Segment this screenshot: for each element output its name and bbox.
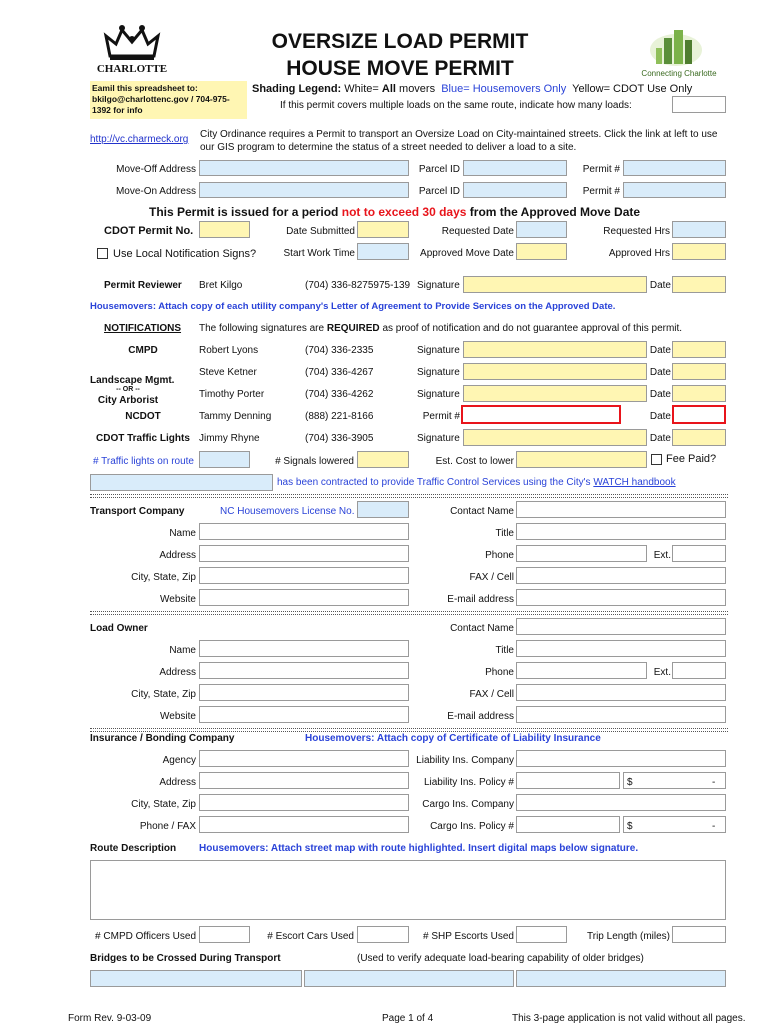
cdot-permit-input[interactable]	[199, 221, 250, 238]
parcel-id-input-1[interactable]	[463, 160, 567, 176]
notif-date-input[interactable]	[672, 385, 726, 402]
insurance-heading: Insurance / Bonding Company	[90, 733, 235, 744]
notif-name: Timothy Porter	[199, 389, 265, 400]
fee-paid-checkbox[interactable]	[651, 454, 662, 465]
parcel-id-label-2: Parcel ID	[418, 186, 460, 197]
notif-phone: (704) 336-4262	[305, 389, 374, 400]
escort-cars-label: # Escort Cars Used	[267, 931, 354, 942]
owner-email-input[interactable]	[516, 706, 726, 723]
notif-sig-input[interactable]	[463, 385, 647, 402]
approved-hrs-input[interactable]	[672, 243, 726, 260]
title-line-2: HOUSE MOVE PERMIT	[286, 57, 514, 80]
approved-hrs-label: Approved Hrs	[608, 248, 670, 259]
route-heading: Route Description	[90, 843, 177, 854]
form-revision: Form Rev. 9-03-09	[68, 1013, 152, 1024]
owner-address-input[interactable]	[199, 662, 409, 679]
insurance-note: Housemovers: Attach copy of Certificate of Liability Insurance	[305, 733, 601, 744]
landscape-label: Landscape Mgmt.	[90, 375, 175, 386]
permit-input-2[interactable]	[623, 182, 726, 198]
transport-title-input[interactable]	[516, 523, 726, 540]
transport-website-label: Website	[160, 594, 196, 605]
cargo-amount-input[interactable]	[623, 816, 726, 833]
multiple-loads-label: If this permit covers multiple loads on the same route, indicate how many loads:	[280, 100, 632, 111]
liability-company-label: Liability Ins. Company	[416, 755, 514, 766]
transport-fax-label: FAX / Cell	[469, 572, 514, 583]
cdot-permit-label: CDOT Permit No.	[104, 225, 194, 237]
notif-agency-cmpd: CMPD	[128, 345, 158, 356]
permit-label-2: Permit #	[582, 186, 620, 197]
gis-link[interactable]: http://vc.charmeck.org	[90, 134, 189, 145]
transport-contact-input[interactable]	[516, 501, 726, 518]
notif-sig-label: Signature	[417, 345, 460, 356]
bridge-input-1[interactable]	[90, 970, 302, 987]
notif-phone: (704) 336-4267	[305, 367, 374, 378]
cost-input[interactable]	[516, 451, 647, 468]
notif-date-label: Date	[649, 433, 671, 444]
notif-date-input[interactable]	[672, 429, 726, 446]
transport-phone-input[interactable]	[516, 545, 647, 562]
notif-agency-ncdot: NCDOT	[125, 411, 161, 422]
permit-label-1: Permit #	[582, 164, 620, 175]
ncdot-date-input[interactable]	[672, 405, 726, 424]
transport-email-label: E-mail address	[447, 594, 514, 605]
ins-address-label: Address	[159, 777, 196, 788]
owner-city-input[interactable]	[199, 684, 409, 701]
ncdot-permit-label: Permit #	[422, 411, 460, 422]
fee-paid-label: Fee Paid?	[666, 453, 717, 465]
local-signs-label: Use Local Notification Signs?	[113, 248, 257, 260]
shp-escorts-input[interactable]	[516, 926, 567, 943]
cargo-dollar: $	[627, 821, 633, 832]
liability-policy-input[interactable]	[516, 772, 620, 789]
approved-date-label: Approved Move Date	[420, 248, 514, 259]
move-off-label: Move-Off Address	[116, 164, 196, 175]
move-on-label: Move-On Address	[115, 186, 196, 197]
ins-city-input[interactable]	[199, 794, 409, 811]
requested-date-label: Requested Date	[441, 226, 514, 237]
cargo-policy-label: Cargo Ins. Policy #	[430, 821, 514, 832]
transport-city-label: City, State, Zip	[131, 572, 196, 583]
cargo-dash: -	[712, 821, 716, 832]
approved-date-input[interactable]	[516, 243, 567, 260]
transport-contact-label: Contact Name	[450, 506, 514, 517]
notifications-text: The following signatures are REQUIRED as proof of notification and do not guarantee approval of this permit.	[199, 323, 683, 334]
owner-name-label: Name	[169, 645, 196, 656]
owner-website-input[interactable]	[199, 706, 409, 723]
notif-phone: (888) 221-8166	[305, 411, 374, 422]
ins-phone-label: Phone / FAX	[139, 821, 196, 832]
arborist-label: City Arborist	[97, 395, 159, 406]
start-time-label: Start Work Time	[283, 248, 355, 259]
owner-address-label: Address	[159, 667, 196, 678]
divider	[90, 611, 728, 612]
owner-ext-label: Ext.	[653, 667, 671, 678]
landscape-or: -- OR --	[116, 386, 140, 393]
notif-sig-label: Signature	[417, 433, 460, 444]
notif-sig-input[interactable]	[463, 341, 647, 358]
requested-hrs-label: Requested Hrs	[603, 226, 670, 237]
multiple-loads-input[interactable]	[672, 96, 726, 113]
owner-ext-input[interactable]	[672, 662, 726, 679]
crown-icon	[92, 22, 172, 62]
owner-contact-label: Contact Name	[450, 623, 514, 634]
cmpd-officers-input[interactable]	[199, 926, 250, 943]
transport-phone-label: Phone	[485, 550, 514, 561]
date-submitted-input[interactable]	[357, 221, 409, 238]
transport-title-label: Title	[495, 528, 514, 539]
notif-date-label: Date	[649, 345, 671, 356]
skyline-icon	[636, 26, 722, 66]
divider	[90, 731, 728, 732]
liability-dollar: $	[627, 777, 633, 788]
parcel-id-input-2[interactable]	[463, 182, 567, 198]
notif-name: Jimmy Rhyne	[199, 433, 260, 444]
period-statement: This Permit is issued for a period not to exceed 30 days from the Approved Move Date	[149, 205, 641, 219]
start-time-input[interactable]	[357, 243, 409, 260]
reviewer-signature-label: Signature	[417, 280, 460, 291]
liability-company-input[interactable]	[516, 750, 726, 767]
cargo-company-input[interactable]	[516, 794, 726, 811]
notif-sig-input[interactable]	[463, 429, 647, 446]
connecting-charlotte-logo	[636, 26, 722, 78]
bridges-heading: Bridges to be Crossed During Transport	[90, 953, 281, 964]
reviewer-name: Bret Kilgo	[199, 280, 243, 291]
license-label: NC Housemovers License No.	[220, 506, 355, 517]
trip-length-input[interactable]	[672, 926, 726, 943]
contract-text: has been contracted to provide Traffic Control Services using the City's WATCH handbook	[277, 477, 676, 488]
permit-input-1[interactable]	[623, 160, 726, 176]
signals-lowered-label: # Signals lowered	[275, 456, 354, 467]
notif-date-label: Date	[649, 367, 671, 378]
bridges-note: (Used to verify adequate load-bearing capability of older bridges)	[357, 953, 644, 964]
notif-phone: (704) 336-2335	[305, 345, 374, 356]
liability-amount-input[interactable]	[623, 772, 726, 789]
liability-policy-label: Liability Ins. Policy #	[423, 777, 514, 788]
notif-phone: (704) 336-3905	[305, 433, 374, 444]
notif-date-label: Date	[649, 389, 671, 400]
notif-name: Tammy Denning	[199, 411, 272, 422]
owner-fax-input[interactable]	[516, 684, 726, 701]
validity-note: This 3-page application is not valid without all pages.	[512, 1013, 746, 1024]
agency-label: Agency	[162, 755, 196, 766]
utility-note: Housemovers: Attach copy of each utility company's Letter of Agreement to Provide Services on the Approved Date.	[90, 301, 616, 312]
move-on-input[interactable]	[199, 182, 409, 198]
owner-phone-label: Phone	[485, 667, 514, 678]
cmpd-officers-label: # CMPD Officers Used	[95, 931, 196, 942]
notif-sig-label: Signature	[417, 389, 460, 400]
owner-phone-input[interactable]	[516, 662, 647, 679]
bridge-input-2[interactable]	[304, 970, 514, 987]
transport-heading: Transport Company	[90, 506, 185, 517]
title-line-1: OVERSIZE LOAD PERMIT	[271, 30, 529, 53]
transport-name-label: Name	[169, 528, 196, 539]
transport-city-input[interactable]	[199, 567, 409, 584]
reviewer-date-input[interactable]	[672, 276, 726, 293]
notif-sig-label: Signature	[417, 367, 460, 378]
owner-heading: Load Owner	[90, 623, 148, 634]
transport-address-input[interactable]	[199, 545, 409, 562]
traffic-lights-input[interactable]	[199, 451, 250, 468]
ncdot-permit-input[interactable]	[461, 405, 621, 424]
charlotte-logo	[92, 22, 172, 78]
owner-title-label: Title	[495, 645, 514, 656]
charlotte-wordmark: CHARLOTTE	[96, 63, 168, 75]
move-off-input[interactable]	[199, 160, 409, 176]
liability-dash: -	[712, 777, 716, 788]
transport-fax-input[interactable]	[516, 567, 726, 584]
shp-escorts-label: # SHP Escorts Used	[423, 931, 514, 942]
transport-ext-input[interactable]	[672, 545, 726, 562]
cargo-policy-input[interactable]	[516, 816, 620, 833]
cargo-company-label: Cargo Ins. Company	[422, 799, 514, 810]
owner-name-input[interactable]	[199, 640, 409, 657]
escort-cars-input[interactable]	[357, 926, 409, 943]
notif-name: Robert Lyons	[199, 345, 259, 356]
email-note: Eamil this spreadsheet to: bkilgo@charlottenc.gov / 704-975-1392 for info	[92, 83, 230, 115]
divider	[90, 497, 728, 498]
agency-input[interactable]	[199, 750, 409, 767]
transport-website-input[interactable]	[199, 589, 409, 606]
owner-website-label: Website	[160, 711, 196, 722]
connecting-charlotte-text: Connecting Charlotte	[641, 69, 717, 78]
divider	[90, 614, 728, 615]
owner-title-input[interactable]	[516, 640, 726, 657]
notifications-label: NOTIFICATIONS	[104, 323, 182, 334]
notif-sig-input[interactable]	[463, 363, 647, 380]
notif-agency-cdot: CDOT Traffic Lights	[96, 433, 190, 444]
transport-address-label: Address	[159, 550, 196, 561]
owner-fax-label: FAX / Cell	[469, 689, 514, 700]
transport-email-input[interactable]	[516, 589, 726, 606]
divider	[90, 728, 728, 729]
notif-date-label: Date	[649, 411, 671, 422]
date-submitted-label: Date Submitted	[286, 226, 355, 237]
transport-ext-label: Ext.	[653, 550, 671, 561]
notif-name: Steve Ketner	[199, 367, 257, 378]
notif-date-input[interactable]	[672, 363, 726, 380]
parcel-id-label-1: Parcel ID	[418, 164, 460, 175]
local-signs-checkbox[interactable]	[97, 248, 108, 259]
ins-address-input[interactable]	[199, 772, 409, 789]
owner-city-label: City, State, Zip	[131, 689, 196, 700]
owner-contact-input[interactable]	[516, 618, 726, 635]
reviewer-signature-input[interactable]	[463, 276, 647, 293]
shading-legend: Shading Legend: White= All movers Blue= Housemovers Only Yellow= CDOT Use Only	[252, 83, 693, 95]
notif-date-input[interactable]	[672, 341, 726, 358]
page-number: Page 1 of 4	[382, 1013, 434, 1024]
ins-phone-input[interactable]	[199, 816, 409, 833]
ordinance-text-2: our GIS program to determine the status of a street needed to deliver a load to a site.	[200, 142, 577, 153]
requested-hrs-input[interactable]	[672, 221, 726, 238]
ordinance-text-1: City Ordinance requires a Permit to transport an Oversize Load on City-maintained streets. Click the link at left to use	[200, 129, 718, 140]
route-description-textarea[interactable]	[90, 860, 726, 920]
requested-date-input[interactable]	[516, 221, 567, 238]
traffic-lights-label: # Traffic lights on route	[93, 456, 194, 467]
route-note: Housemovers: Attach street map with route highlighted. Insert digital maps below signature.	[199, 843, 639, 854]
license-input[interactable]	[357, 501, 409, 518]
bridge-input-3[interactable]	[516, 970, 726, 987]
signals-lowered-input[interactable]	[357, 451, 409, 468]
transport-name-input[interactable]	[199, 523, 409, 540]
ins-city-label: City, State, Zip	[131, 799, 196, 810]
reviewer-label: Permit Reviewer	[104, 280, 182, 291]
reviewer-phone: (704) 336-8275975-139	[305, 280, 411, 291]
trip-length-label: Trip Length (miles)	[587, 931, 670, 942]
divider	[90, 494, 728, 495]
owner-email-label: E-mail address	[447, 711, 514, 722]
reviewer-date-label: Date	[649, 280, 671, 291]
cost-label: Est. Cost to lower	[435, 456, 514, 467]
traffic-contractor-input[interactable]	[90, 474, 273, 491]
